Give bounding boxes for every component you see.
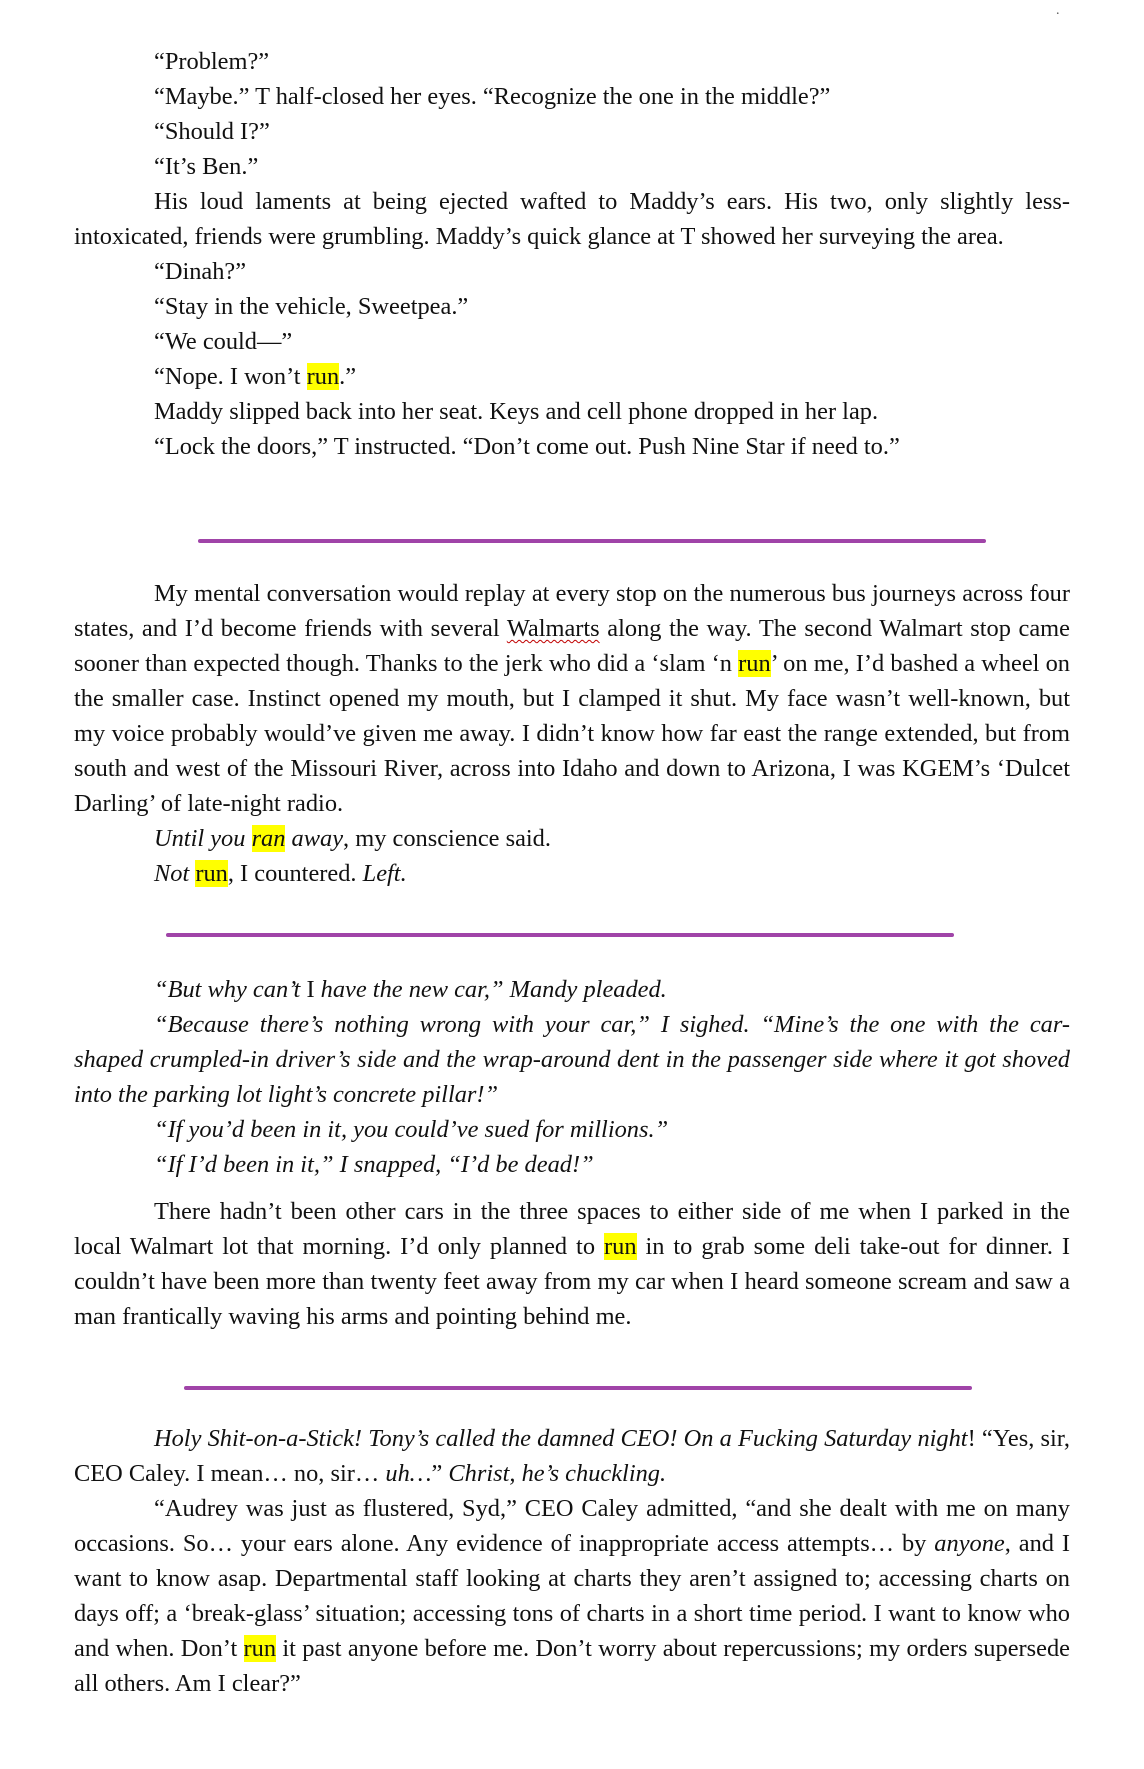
search-highlight: run — [604, 1233, 637, 1260]
italic-run: Christ, he’s chuckling. — [448, 1460, 667, 1487]
text-run: ’ on me, I’d bashed a wheel on the smaller case. Instinct opened my mouth, but I clamped it shut. My face wasn’t well-known, but my voice probably would’ve given me away. I didn’t know how far east the range extended, but from south and west of the Missouri River, across into Idaho and down to Arizona, I was KGEM’s ‘Dulcet Darling’ of late-night radio. — [74, 650, 1071, 817]
italic-run: anyone — [934, 1530, 1005, 1557]
scene-one — [74, 44, 1070, 464]
spellcheck-word[interactable]: Walmarts — [506, 615, 600, 642]
dialogue-line: “Stay in the vehicle, Sweetpea.” — [154, 293, 469, 320]
scene-divider — [198, 539, 986, 543]
text-run: , and I want to know asap. Departmental staff looking at charts they aren’t assigned to; accessing charts on days off; a ‘break-glass’ situation; accessing tons of charts in a short time period. I want to know who and when. Don’t — [74, 1530, 1070, 1662]
scene-three — [74, 972, 1070, 1334]
italic-run: Left. — [362, 860, 407, 887]
italic-run: Not — [154, 860, 196, 887]
text-run: .” — [339, 363, 357, 390]
italic-run: “Because there’s nothing wrong with your car,” I sighed. “Mine’s the one with the car-shaped crumpled-in driver’s side and the wrap-around dent in the passenger side where it got shoved into the parking lot light’s concrete pillar!” — [74, 1011, 1070, 1108]
scene-four — [74, 1421, 1070, 1701]
search-highlight: run — [738, 650, 771, 677]
italic-run: “If I’d been in it,” I snapped, “I’d be dead!” — [154, 1151, 594, 1178]
italic-run: Until you — [154, 825, 252, 852]
flashback-line — [74, 972, 1070, 1007]
dialogue-line: “Maybe.” T half-closed her eyes. “Recognize the one in the middle?” — [154, 83, 831, 110]
text-run: I — [306, 976, 315, 1003]
italic-run: away — [285, 825, 344, 852]
text-run: ! “Yes, sir, CEO Caley. I mean… no, sir… — [74, 1425, 1071, 1487]
flashback-line — [74, 1112, 1070, 1147]
dialogue-line: “It’s Ben.” — [154, 153, 259, 180]
narrative-paragraph — [74, 1194, 1070, 1334]
dialogue-line: “Problem?” — [154, 48, 270, 75]
narrative-paragraph — [74, 1421, 1070, 1491]
flashback-line — [74, 1147, 1070, 1182]
dialogue-line: “Should I?” — [154, 118, 270, 145]
narrative-paragraph: His loud laments at being ejected wafted to Maddy’s ears. His two, only slightly less-intoxicated, friends were grumbling. Maddy’s quick glance at T showed her surveying the area. — [74, 188, 1070, 250]
dialogue-line — [74, 359, 1070, 394]
narrative-paragraph — [74, 576, 1070, 821]
narrative-line — [74, 821, 1070, 856]
scene-two — [74, 576, 1070, 891]
narrative-paragraph — [74, 1491, 1070, 1701]
text-run: My mental conversation would replay at every stop on the numerous bus journeys across four states, and I’d become friends with several — [74, 580, 1070, 642]
narrative-line — [74, 856, 1070, 891]
italic-run: uh… — [385, 1460, 432, 1487]
search-highlight: ran — [251, 825, 286, 852]
text-run: along the way. The second Walmart stop came sooner than expected though. Thanks to the jerk who did a ‘slam ‘n — [74, 615, 1070, 677]
scene-divider — [166, 933, 954, 937]
narrative-line: Maddy slipped back into her seat. Keys and cell phone dropped in her lap. — [154, 398, 879, 425]
text-run: ” — [431, 1460, 449, 1487]
flashback-paragraph — [74, 1007, 1070, 1112]
dialogue-line: “Lock the doors,” T instructed. “Don’t come out. Push Nine Star if need to.” — [154, 433, 900, 460]
text-run: it past anyone before me. Don’t worry about repercussions; my orders supersede all others. Am I clear?” — [74, 1635, 1070, 1697]
dialogue-line: “We could—” — [154, 328, 293, 355]
search-highlight: run — [243, 1635, 277, 1662]
italic-run: Holy Shit-on-a-Stick! Tony’s called the damned CEO! On a Fucking Saturday night — [154, 1425, 968, 1452]
text-run: “Audrey was just as flustered, Syd,” CEO Caley admitted, “and she dealt with me on many occasions. So… your ears alone. Any evidence of inappropriate access attempts… by — [74, 1495, 1070, 1557]
italic-run: “If you’d been in it, you could’ve sued for millions.” — [154, 1116, 669, 1143]
text-run: “Nope. I won’t — [154, 363, 307, 390]
text-run: , I countered. — [227, 860, 363, 887]
search-highlight: run — [195, 860, 228, 887]
text-run: in to grab some deli take-out for dinner. I couldn’t have been more than twenty feet away from my car when I heard someone scream and saw a man frantically waving his arms and pointing behind me. — [74, 1233, 1070, 1330]
italic-run: have the new car,” Mandy pleaded. — [314, 976, 667, 1003]
scene-divider — [184, 1386, 972, 1390]
dialogue-line: “Dinah?” — [154, 258, 247, 285]
text-run: There hadn’t been other cars in the three spaces to either side of me when I parked in the local Walmart lot that morning. I’d only planned to — [74, 1198, 1070, 1260]
text-run: , my conscience said. — [343, 825, 551, 852]
italic-run: “But why can’t — [154, 976, 307, 1003]
page-mark: . — [1056, 3, 1060, 18]
search-highlight: run — [306, 363, 340, 390]
